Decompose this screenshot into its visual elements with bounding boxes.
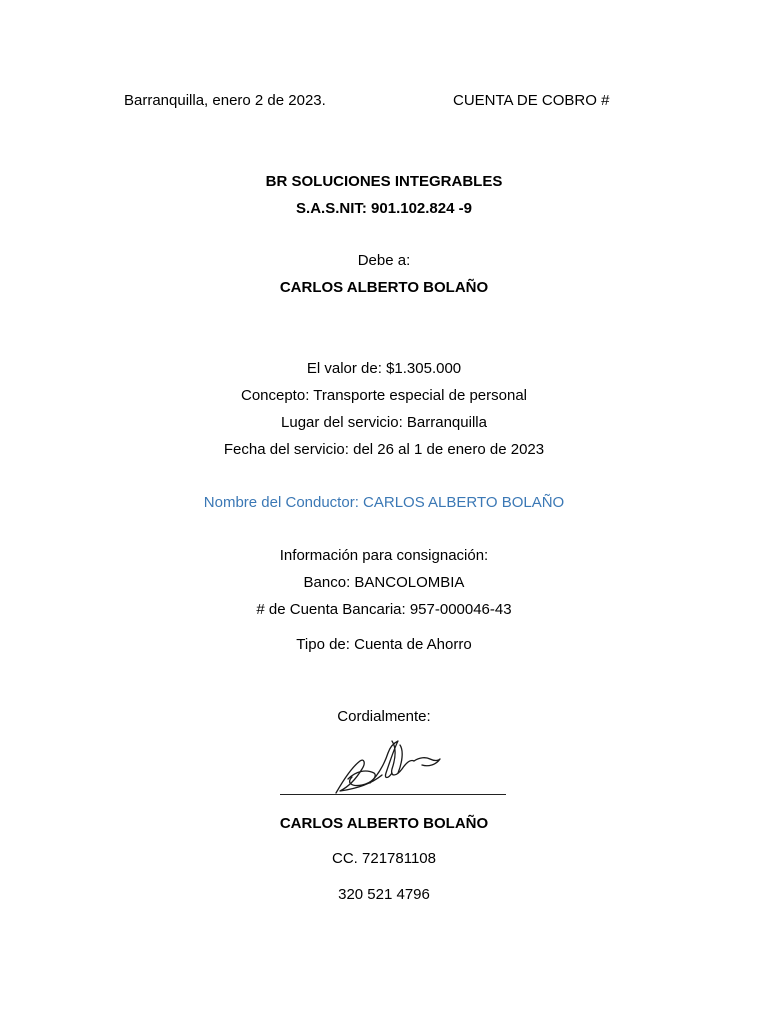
service-place-line: Lugar del servicio: Barranquilla — [281, 414, 487, 431]
document-title: CUENTA DE COBRO # — [453, 92, 610, 109]
account-type-line: Tipo de: Cuenta de Ahorro — [296, 636, 472, 653]
signature-icon — [330, 735, 450, 797]
closing-greeting: Cordialmente: — [337, 708, 431, 725]
value-line: El valor de: $1.305.000 — [306, 360, 462, 377]
driver-name-line: Nombre del Conductor: CARLOS ALBERTO BOLAÑO — [203, 494, 565, 511]
debtor-label: Debe a: — [357, 252, 411, 269]
bank-name-line: Banco: BANCOLOMBIA — [303, 574, 465, 591]
signature-line — [280, 794, 506, 795]
creditor-name: CARLOS ALBERTO BOLAÑO — [279, 279, 489, 296]
signer-name: CARLOS ALBERTO BOLAÑO — [279, 815, 489, 832]
concept-line: Concepto: Transporte especial de personal — [240, 387, 527, 404]
service-dates-line: Fecha del servicio: del 26 al 1 de enero de 2023 — [223, 441, 545, 458]
company-nit: S.A.S.NIT: 901.102.824 -9 — [296, 200, 472, 217]
signature-block — [280, 735, 508, 797]
company-name: BR SOLUCIONES INTEGRABLES — [265, 173, 503, 190]
account-number-line: # de Cuenta Bancaria: 957-000046-43 — [256, 601, 512, 618]
signer-phone: 320 521 4796 — [338, 886, 430, 903]
bank-info-title: Información para consignación: — [279, 547, 489, 564]
signer-id: CC. 721781108 — [332, 850, 436, 867]
place-date: Barranquilla, enero 2 de 2023. — [124, 92, 326, 109]
